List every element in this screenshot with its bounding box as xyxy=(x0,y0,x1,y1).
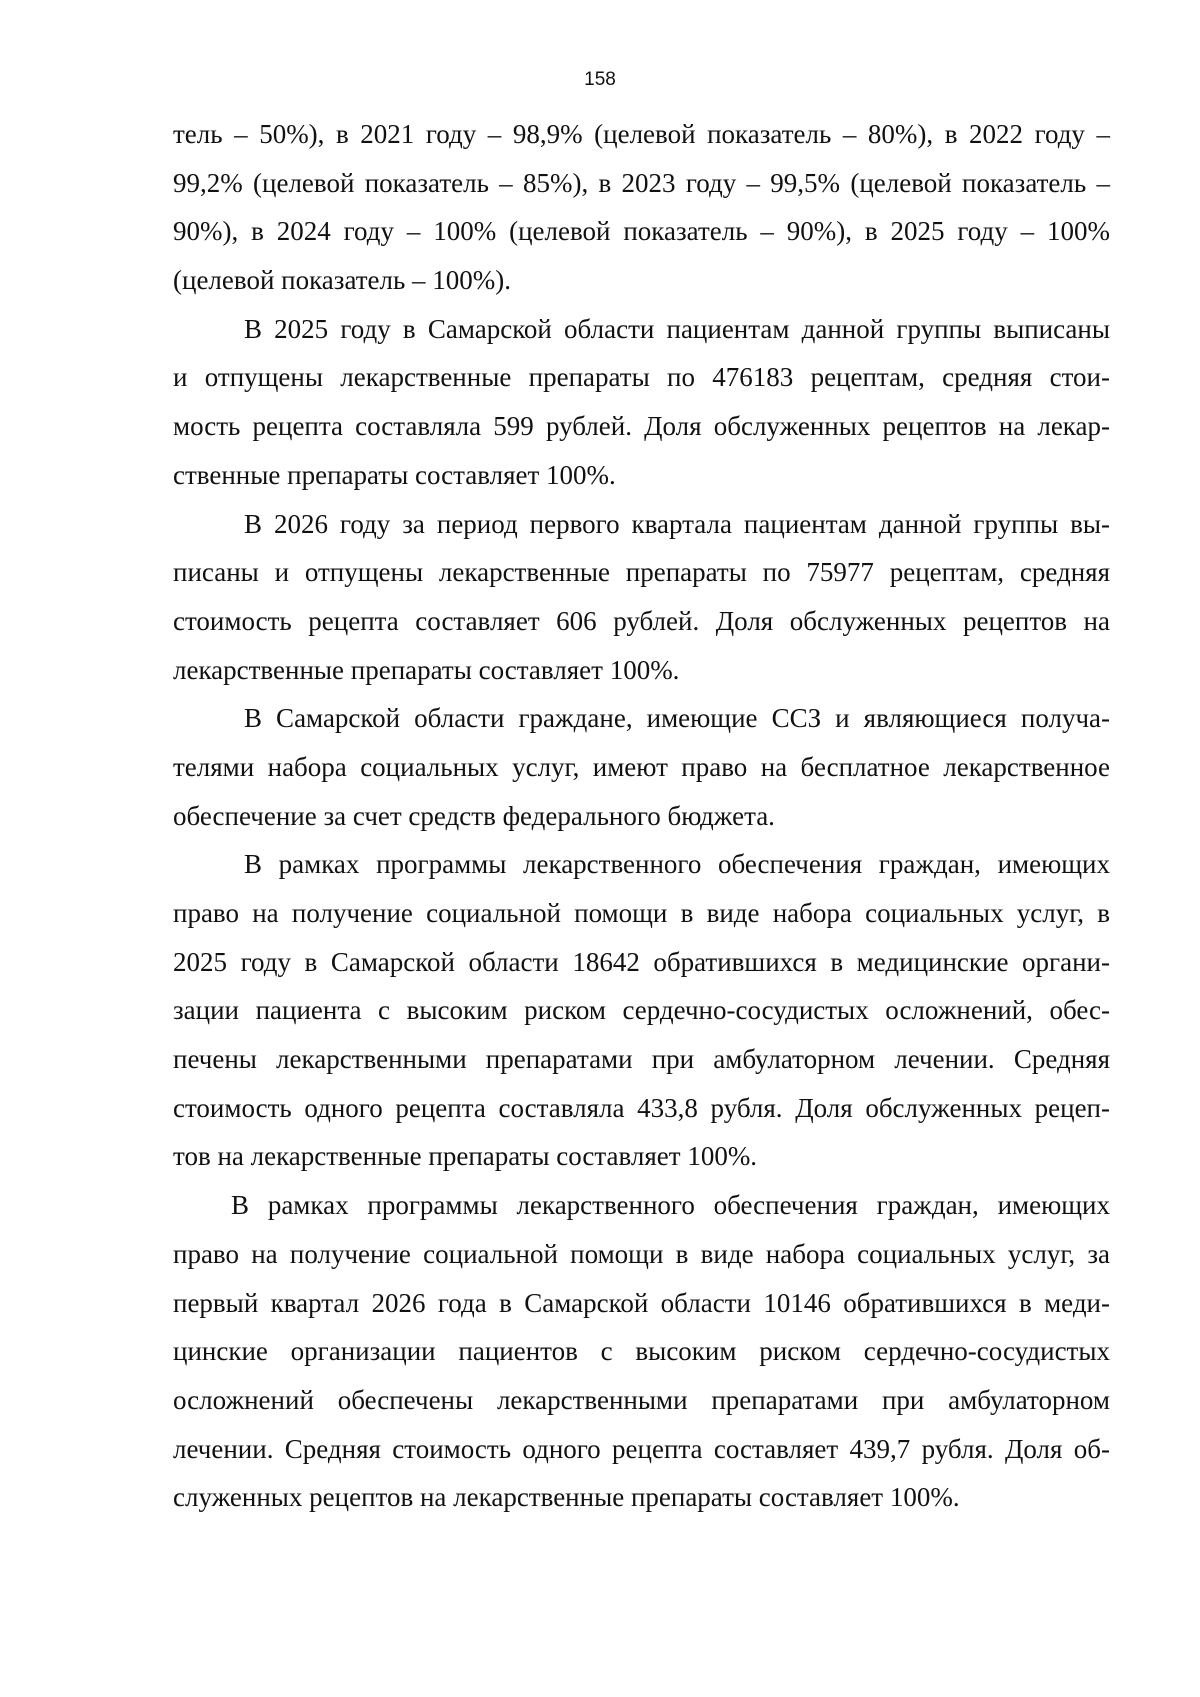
text-line: 99,2% (целевой показатель – 85%), в 2023 году – 99,5% (целевой показатель – xyxy=(173,167,1110,198)
text-line: телями набора социальных услуг, имеют право на бесплатное лекарственное xyxy=(173,751,1110,782)
document-body xyxy=(173,110,1110,1522)
paragraph-2 xyxy=(173,305,1110,500)
text-line: цинские организации пациентов с высоким риском сердечно-сосудистых xyxy=(173,1336,1110,1367)
text-line: зации пациента с высоким риском сердечно-сосудистых осложнений, обес- xyxy=(173,995,1110,1026)
paragraph-4 xyxy=(173,694,1110,840)
text-line: В рамках программы лекарственного обеспечения граждан, имеющих xyxy=(244,849,1110,880)
text-line: обеспечение за счет средств федерального бюджета. xyxy=(173,800,775,831)
text-line: стоимость одного рецепта составляла 433,8 рубля. Доля обслуженных рецеп- xyxy=(173,1092,1110,1123)
text-line: В 2025 году в Самарской области пациентам данной группы выписаны xyxy=(244,313,1110,344)
text-line: тов на лекарственные препараты составляет 100%. xyxy=(173,1141,758,1172)
text-line: печены лекарственными препаратами при амбулаторном лечении. Средняя xyxy=(173,1044,1110,1075)
text-line: тель – 50%), в 2021 году – 98,9% (целевой показатель – 80%), в 2022 году – xyxy=(173,119,1110,149)
paragraph-1 xyxy=(173,110,1110,305)
text-line: В рамках программы лекарственного обеспечения граждан, имеющих xyxy=(231,1190,1110,1221)
text-line: лечении. Средняя стоимость одного рецепта составляет 439,7 рубля. Доля об- xyxy=(173,1433,1110,1464)
text-line: первый квартал 2026 года в Самарской области 10146 обратившихся в меди- xyxy=(173,1287,1110,1318)
text-line: (целевой показатель – 100%). xyxy=(173,265,512,296)
paragraph-3 xyxy=(173,500,1110,695)
text-line: В 2026 году за период первого квартала пациентам данной группы вы- xyxy=(244,508,1110,539)
text-line: осложнений обеспечены лекарственными препаратами при амбулаторном xyxy=(173,1384,1110,1415)
text-line: стоимость рецепта составляет 606 рублей. Доля обслуженных рецептов на xyxy=(173,605,1110,636)
text-line: и отпущены лекарственные препараты по 476183 рецептам, средняя стои- xyxy=(173,362,1110,393)
text-line: служенных рецептов на лекарственные препараты составляет 100%. xyxy=(173,1482,960,1513)
text-line: право на получение социальной помощи в виде набора социальных услуг, за xyxy=(173,1238,1110,1269)
text-line: В Самарской области граждане, имеющие ССЗ и являющиеся получа- xyxy=(244,703,1110,734)
text-line: право на получение социальной помощи в виде набора социальных услуг, в xyxy=(173,898,1110,928)
text-line: писаны и отпущены лекарственные препараты по 75977 рецептам, средняя xyxy=(173,557,1110,588)
text-line: мость рецепта составляла 599 рублей. Доля обслуженных рецептов на лекар- xyxy=(173,411,1110,442)
paragraph-5 xyxy=(173,840,1110,1181)
paragraph-6 xyxy=(173,1181,1110,1522)
page-number: 158 xyxy=(584,69,616,90)
text-line: ственные препараты составляет 100%. xyxy=(173,459,616,490)
text-line: лекарственные препараты составляет 100%. xyxy=(173,654,680,685)
text-line: 90%), в 2024 году – 100% (целевой показатель – 90%), в 2025 году – 100% xyxy=(173,216,1110,247)
text-line: 2025 году в Самарской области 18642 обратившихся в медицинские органи- xyxy=(173,946,1110,977)
